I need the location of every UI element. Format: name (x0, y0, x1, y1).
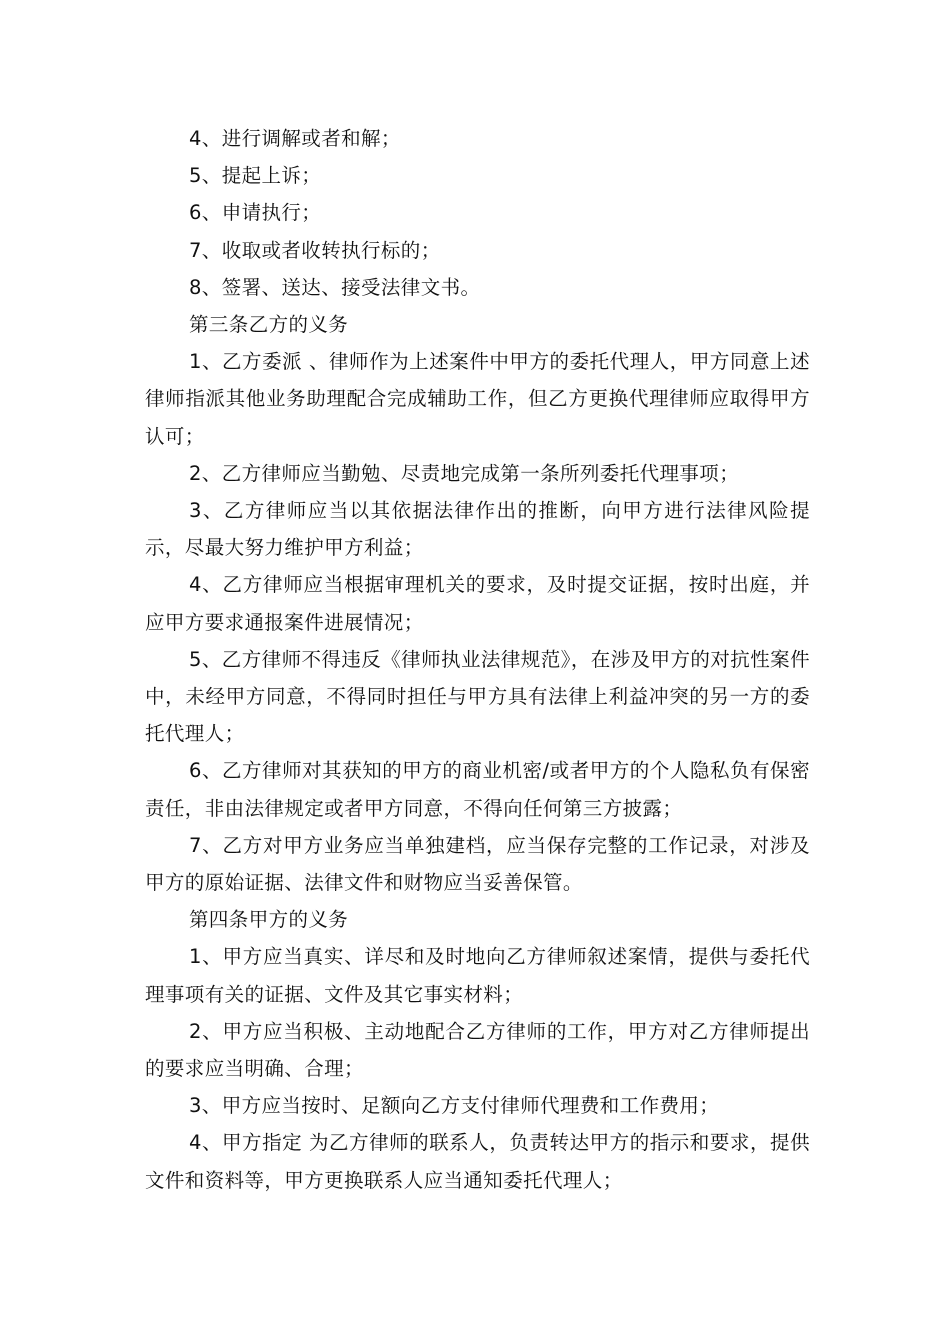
list-item: 4、进行调解或者和解； (189, 127, 401, 150)
article-heading: 第四条甲方的义务 (189, 908, 349, 932)
paragraph: 5、乙方律师不得违反《律师执业法律规范》，在涉及甲方的对抗性案件中，未经甲方同意，不得同时担任与甲方具有法律上利益冲突的另一方的委托代理人； (145, 647, 810, 746)
paragraph: 1、乙方委派 、律师作为上述案件中甲方的委托代理人，甲方同意上述律师指派其他业务助理配合完成辅助工作，但乙方更换代理律师应取得甲方认可； (145, 350, 810, 448)
paragraph: 3、甲方应当按时、足额向乙方支付律师代理费和工作费用； (189, 1094, 720, 1118)
list-item: 8、签署、送达、接受法律文书。 (189, 275, 481, 299)
paragraph: 2、乙方律师应当勤勉、尽责地完成第一条所列委托代理事项； (189, 461, 740, 485)
paragraph: 1、甲方应当真实、详尽和及时地向乙方律师叙述案情，提供与委托代理事项有关的证据、文件及其它事实材料； (145, 945, 810, 1006)
article-heading: 第三条乙方的义务 (189, 313, 349, 337)
paragraph: 2、甲方应当积极、主动地配合乙方律师的工作，甲方对乙方律师提出的要求应当明确、合理； (145, 1019, 810, 1081)
paragraph: 4、乙方律师应当根据审理机关的要求，及时提交证据，按时出庭，并应甲方要求通报案件进展情况； (145, 573, 810, 634)
document-page (145, 120, 810, 1199)
list-item: 6、申请执行； (189, 201, 322, 225)
paragraph: 7、乙方对甲方业务应当单独建档，应当保存完整的工作记录，对涉及甲方的原始证据、法律文件和财物应当妥善保管。 (145, 833, 810, 895)
paragraph: 4、甲方指定 为乙方律师的联系人，负责转达甲方的指示和要求，提供文件和资料等，甲方更换联系人应当通知委托代理人； (145, 1131, 810, 1192)
list-item: 7、收取或者收转执行标的； (189, 238, 441, 262)
paragraph: 6、乙方律师对其获知的甲方的商业机密/或者甲方的个人隐私负有保密责任，非由法律规定或者甲方同意，不得向任何第三方披露； (145, 759, 810, 820)
list-item: 5、提起上诉； (189, 164, 322, 188)
paragraph: 3、乙方律师应当以其依据法律作出的推断，向甲方进行法律风险提示，尽最大努力维护甲方利益； (145, 499, 810, 560)
